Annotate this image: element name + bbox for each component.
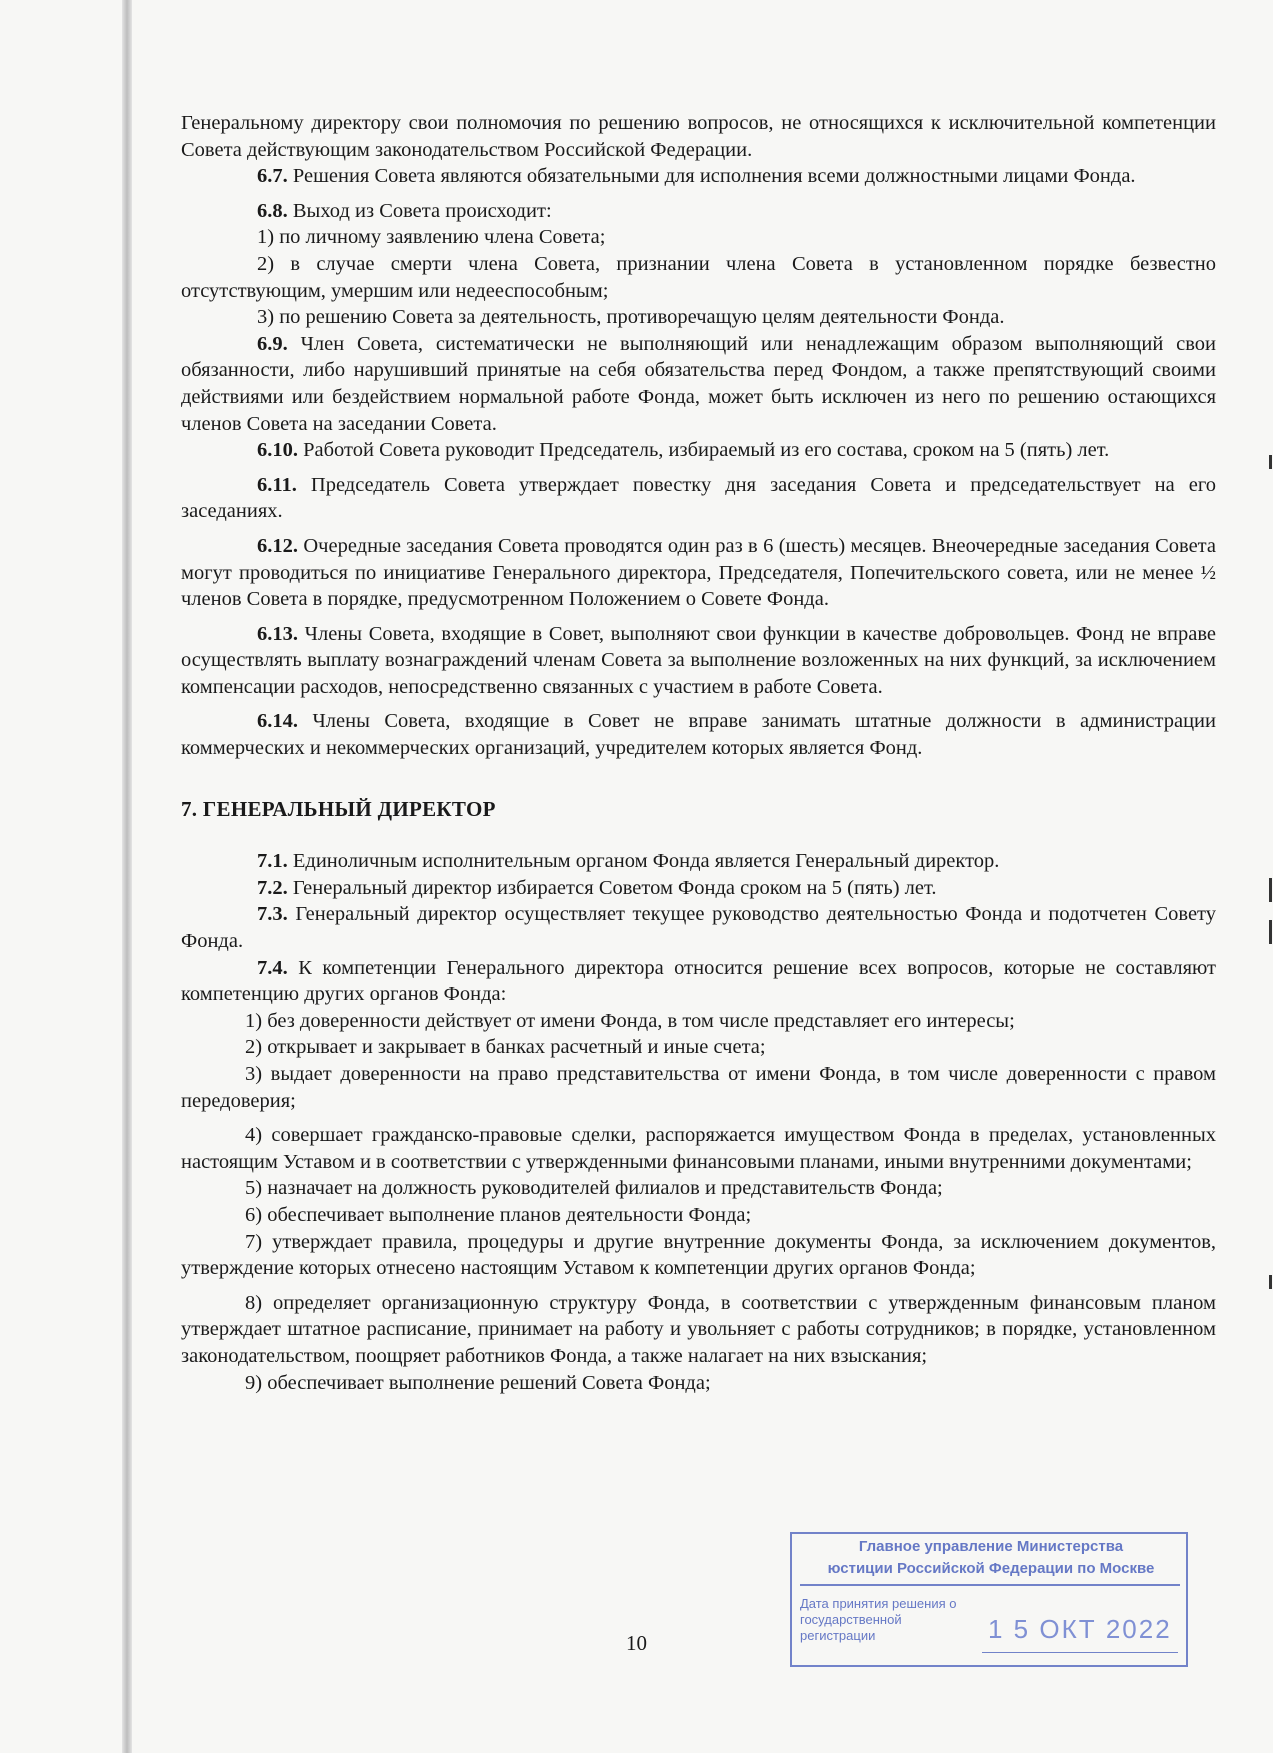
clause-number: 7.4.: [257, 956, 288, 979]
stamp-authority-line-1: Главное управление Министерства: [858, 1538, 1124, 1555]
clause-number: 6.10.: [257, 439, 298, 462]
clause-text: К компетенции Генерального директора относится решение всех вопросов, которые не составляют компетенцию других органов Фонда:: [181, 956, 1216, 1006]
clause-number: 6.9.: [257, 332, 288, 355]
clause-number: 7.2.: [257, 876, 288, 899]
registration-stamp: [790, 1532, 1188, 1667]
clause-text: Очередные заседания Совета проводятся один раз в 6 (шесть) месяцев. Внеочередные заседания Совета могут проводиться по инициативе Генерального директора, Председателя, Попечительского совета, или не менее ½ членов Совета в порядке, предусмотренном Положением о Совете Фонда.: [181, 534, 1216, 611]
clause-number: 7.1.: [257, 850, 288, 873]
clause-6-9: [181, 331, 1216, 437]
list-item: 8) определяет организационную структуру Фонда, в соответствии с утвержденным финансовым планом утверждает штатное расписание, принимает на работу и увольняет с работы сотрудников; в порядке, установленном законодательством, поощряет работников Фонда, а также налагает на них взыскания;: [181, 1291, 1216, 1367]
clause-number: 6.14.: [257, 710, 298, 733]
edge-mark: [1269, 878, 1272, 902]
clause-text: Работой Совета руководит Председатель, избираемый из его состава, сроком на 5 (пять) лет.: [298, 439, 1110, 462]
clause-text: Члены Совета, входящие в Совет, выполняют свои функции в качестве добровольцев. Фонд не вправе осуществлять выплату вознаграждений членам Совета за выполнение возложенных на них функций, за исключением компенсации расходов, непосредственно связанных с участием в работе Совета.: [181, 622, 1216, 698]
edge-mark: [1269, 1275, 1272, 1289]
list-item: 1) по личному заявлению члена Совета;: [257, 226, 606, 249]
list-item: 3) выдает доверенности на право представительства от имени Фонда, в том числе доверенности с правом передоверия;: [181, 1063, 1216, 1112]
clause-number: 6.13.: [257, 622, 298, 645]
clause-6-13: [181, 621, 1216, 701]
stamp-label: Дата принятия решения о государственной регистрации: [800, 1596, 957, 1643]
stamp-date-underline: [982, 1652, 1178, 1653]
clause-text: Члены Совета, входящие в Совет не вправе занимать штатные должности в администрации коммерческих и некоммерческих организаций, учредителем которых является Фонд.: [181, 710, 1216, 760]
edge-mark: [1269, 455, 1272, 469]
list-item: 6) обеспечивает выполнение планов деятельности Фонда;: [245, 1203, 752, 1226]
clause-number: 6.8.: [257, 199, 288, 222]
stamp-divider: [800, 1584, 1180, 1586]
list-item: 4) совершает гражданско-правовые сделки, распоряжается имуществом Фонда в пределах, установленных настоящим Уставом и в соответствии с утвержденными финансовыми планами, иными внутренними документами;: [181, 1124, 1216, 1173]
paragraph: Генеральному директору свои полномочия по решению вопросов, не относящихся к исключительной компетенции Совета действующим законодательством Российской Федерации.: [181, 112, 1216, 161]
clause-number: 6.7.: [257, 165, 288, 188]
clause-text: Генеральный директор осуществляет текущее руководство деятельностью Фонда и подотчетен Совету Фонда.: [181, 903, 1216, 953]
clause-6-12: [181, 533, 1216, 613]
list-item: 5) назначает на должность руководителей филиалов и представительств Фонда;: [245, 1177, 943, 1200]
clause-text: Выход из Совета происходит:: [287, 199, 552, 222]
clause-text: Решения Совета являются обязательными для исполнения всеми должностными лицами Фонда.: [287, 165, 1136, 188]
clause-text: Председатель Совета утверждает повестку дня заседания Совета и председательствует на его заседаниях.: [181, 473, 1216, 523]
clause-7-4: [181, 955, 1216, 1008]
page-number: 10: [626, 1631, 647, 1655]
document-body: [181, 110, 1216, 1396]
clause-text: Единоличным исполнительным органом Фонда является Генеральный директор.: [287, 850, 1000, 873]
edge-mark: [1269, 920, 1272, 944]
clause-6-11: [181, 472, 1216, 525]
clause-text: Генеральный директор избирается Советом Фонда сроком на 5 (пять) лет.: [287, 876, 937, 899]
list-item: 7) утверждает правила, процедуры и другие внутренние документы Фонда, за исключением документов, утверждение которых отнесено настоящим Уставом к компетенции других органов Фонда;: [181, 1230, 1216, 1280]
clause-6-14: [181, 708, 1216, 761]
list-item: 9) обеспечивает выполнение решений Совета Фонда;: [245, 1371, 711, 1394]
stamp-date: 1 5 ОКТ 2022: [988, 1614, 1172, 1644]
clause-6-8: [181, 198, 1216, 225]
clause-text: Член Совета, систематически не выполняющий или ненадлежащим образом выполняющий свои обязанности, либо нарушивший принятые на себя обязательства перед Фондом, а также препятствующий своими действиями или бездействием нормальной работе Фонда, может быть исключен из него по решению остающихся членов Совета на заседании Совета.: [181, 332, 1216, 435]
clause-6-7: [181, 163, 1216, 190]
binding-strip: [122, 0, 132, 1753]
clause-number: 6.12.: [257, 534, 298, 557]
stamp-authority-line-2: юстиции Российской Федерации по Москве: [827, 1560, 1155, 1577]
clause-7-3: [181, 901, 1216, 954]
list-item: 1) без доверенности действует от имени Фонда, в том числе представляет его интересы;: [245, 1009, 1015, 1032]
clause-6-10: [181, 437, 1216, 464]
clause-7-1: [181, 848, 1216, 875]
list-item: 2) в случае смерти члена Совета, признании члена Совета в установленном порядке безвестно отсутствующим, умершим или недееспособным;: [181, 252, 1216, 302]
list-item: 2) открывает и закрывает в банках расчетный и иные счета;: [245, 1036, 766, 1059]
section-heading: 7. ГЕНЕРАЛЬНЫЙ ДИРЕКТОР: [181, 796, 496, 821]
clause-7-2: [181, 875, 1216, 902]
list-item: 3) по решению Совета за деятельность, противоречащую целям деятельности Фонда.: [257, 306, 1005, 329]
clause-number: 6.11.: [257, 473, 297, 496]
clause-number: 7.3.: [257, 903, 288, 926]
